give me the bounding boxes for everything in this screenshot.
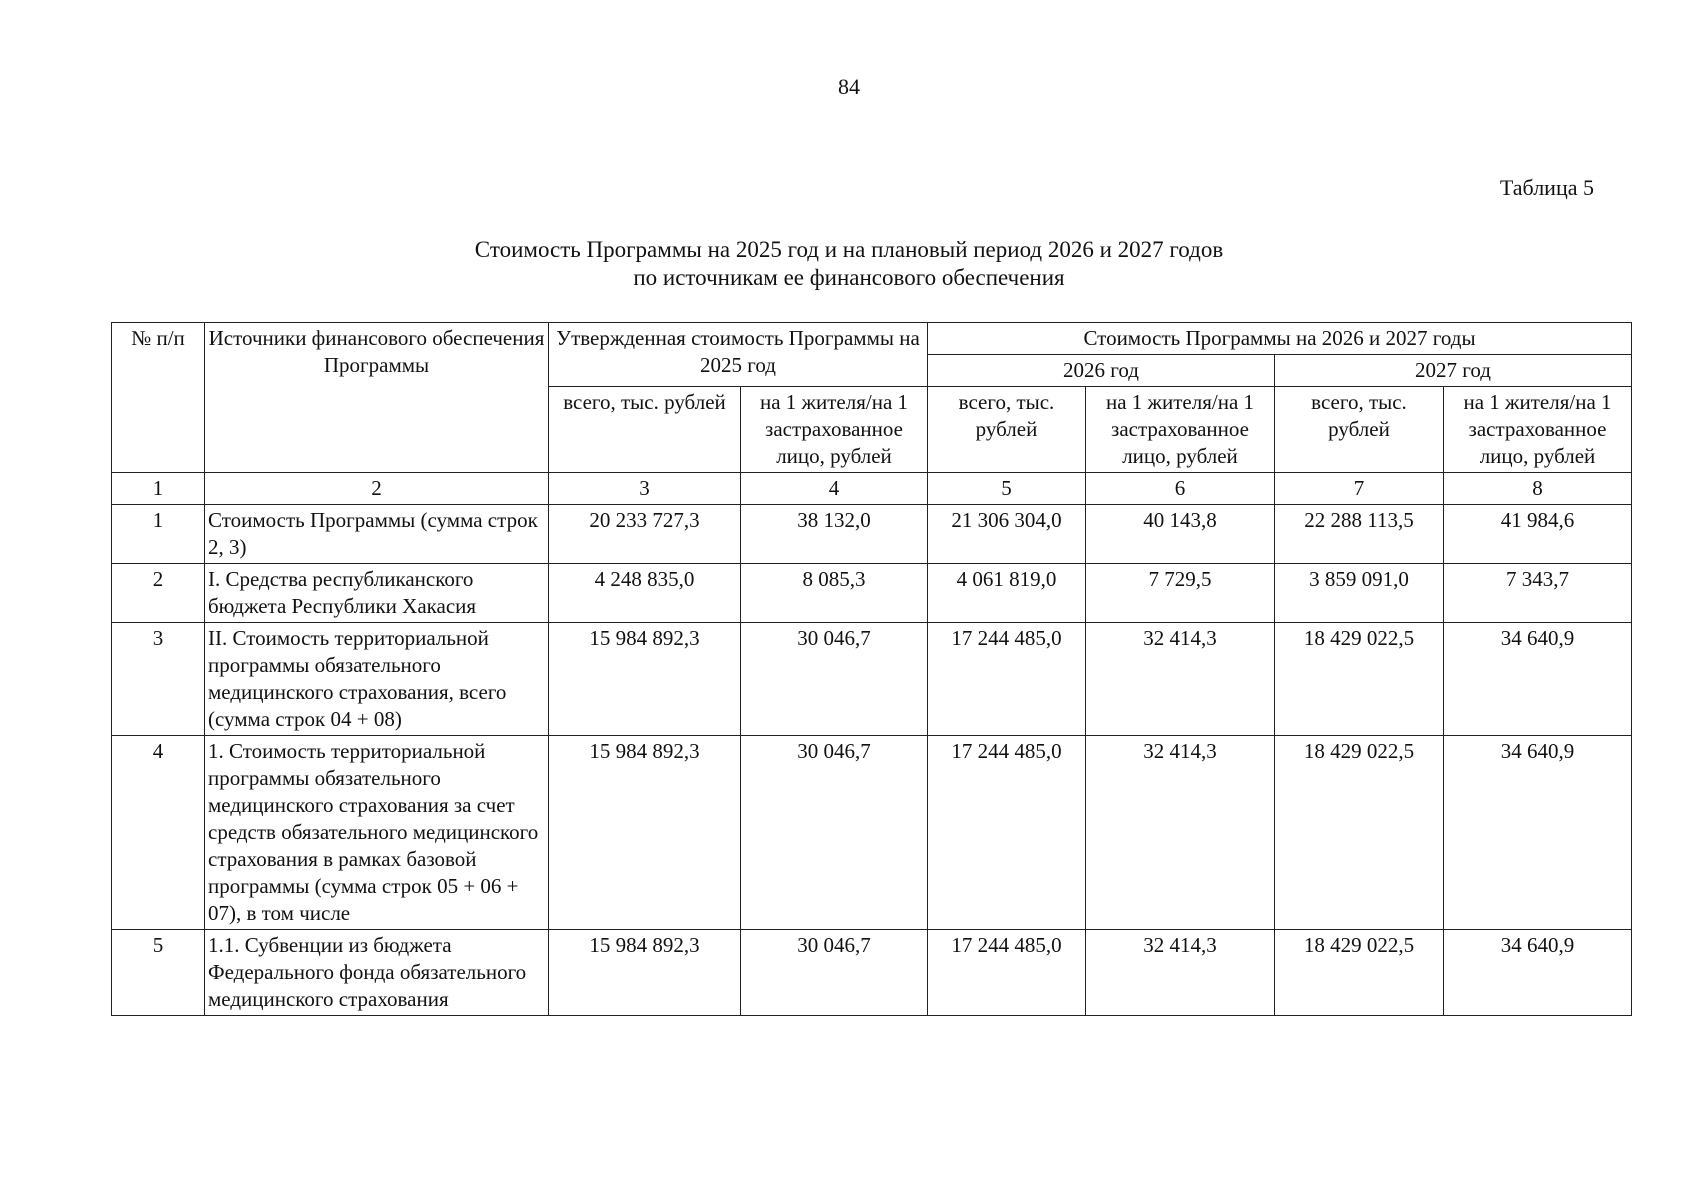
column-number: 2: [205, 473, 549, 505]
header-source: Источники финансового обеспечения Программы: [205, 323, 549, 473]
title-line-2: по источникам ее финансового обеспечения: [633, 265, 1065, 290]
document-title: [0, 236, 1698, 292]
row-source: Стоимость Программы (сумма строк 2, 3): [205, 505, 549, 564]
row-source: 1. Стоимость территориальной программы обязательного медицинского страхования за счет средств обязательного медицинского страхования в рамках базовой программы (сумма строк 05 + 06 + 07), в том числе: [205, 736, 549, 930]
header-year-2026: 2026 год: [928, 355, 1275, 387]
row-per-capita-2026: 32 414,3: [1086, 930, 1275, 1016]
row-total-2025: 15 984 892,3: [549, 623, 741, 736]
row-total-2026: 4 061 819,0: [928, 564, 1086, 623]
row-number: 3: [112, 623, 205, 736]
row-per-capita-2025: 30 046,7: [741, 736, 928, 930]
row-total-2027: 22 288 113,5: [1275, 505, 1444, 564]
header-per-capita-2026: на 1 жителя/на 1 застрахованное лицо, рублей: [1086, 387, 1275, 473]
row-number: 1: [112, 505, 205, 564]
row-per-capita-2025: 30 046,7: [741, 930, 928, 1016]
header-year-2027: 2027 год: [1275, 355, 1632, 387]
column-number: 3: [549, 473, 741, 505]
header-total-2027: всего, тыс. рублей: [1275, 387, 1444, 473]
header-per-capita-2027: на 1 жителя/на 1 застрахованное лицо, рублей: [1444, 387, 1632, 473]
row-per-capita-2027: 34 640,9: [1444, 930, 1632, 1016]
row-per-capita-2025: 8 085,3: [741, 564, 928, 623]
row-total-2025: 20 233 727,3: [549, 505, 741, 564]
row-total-2026: 21 306 304,0: [928, 505, 1086, 564]
title-line-1: Стоимость Программы на 2025 год и на плановый период 2026 и 2027 годов: [474, 237, 1224, 262]
header-num: № п/п: [112, 323, 205, 473]
row-total-2026: 17 244 485,0: [928, 623, 1086, 736]
row-per-capita-2027: 34 640,9: [1444, 736, 1632, 930]
header-row-1: [112, 323, 1632, 355]
row-source: 1.1. Субвенции из бюджета Федерального фонда обязательного медицинского страхования: [205, 930, 549, 1016]
column-number: 4: [741, 473, 928, 505]
row-number: 4: [112, 736, 205, 930]
table-row: [112, 564, 1632, 623]
column-number: 8: [1444, 473, 1632, 505]
row-per-capita-2026: 32 414,3: [1086, 623, 1275, 736]
row-per-capita-2026: 32 414,3: [1086, 736, 1275, 930]
row-source: II. Стоимость территориальной программы обязательного медицинского страхования, всего (сумма строк 04 + 08): [205, 623, 549, 736]
column-number: 5: [928, 473, 1086, 505]
row-total-2027: 18 429 022,5: [1275, 930, 1444, 1016]
row-total-2027: 3 859 091,0: [1275, 564, 1444, 623]
page-number: 84: [838, 74, 860, 99]
header-per-capita-2025: на 1 жителя/на 1 застрахованное лицо, рублей: [741, 387, 928, 473]
row-per-capita-2027: 41 984,6: [1444, 505, 1632, 564]
header-plan-2026-2027: Стоимость Программы на 2026 и 2027 годы: [928, 323, 1632, 355]
column-number: 7: [1275, 473, 1444, 505]
row-per-capita-2026: 40 143,8: [1086, 505, 1275, 564]
row-per-capita-2025: 30 046,7: [741, 623, 928, 736]
table-row: [112, 736, 1632, 930]
header-total-2025: всего, тыс. рублей: [549, 387, 741, 473]
row-total-2026: 17 244 485,0: [928, 736, 1086, 930]
row-per-capita-2026: 7 729,5: [1086, 564, 1275, 623]
header-total-2026: всего, тыс. рублей: [928, 387, 1086, 473]
table-label: Таблица 5: [1499, 175, 1594, 200]
row-number: 2: [112, 564, 205, 623]
financing-table: [111, 322, 1632, 1016]
row-per-capita-2025: 38 132,0: [741, 505, 928, 564]
row-number: 5: [112, 930, 205, 1016]
row-total-2026: 17 244 485,0: [928, 930, 1086, 1016]
column-number-row: [112, 473, 1632, 505]
row-total-2027: 18 429 022,5: [1275, 736, 1444, 930]
row-total-2025: 15 984 892,3: [549, 736, 741, 930]
row-total-2025: 4 248 835,0: [549, 564, 741, 623]
column-number: 1: [112, 473, 205, 505]
row-per-capita-2027: 34 640,9: [1444, 623, 1632, 736]
row-source: I. Средства республиканского бюджета Республики Хакасия: [205, 564, 549, 623]
row-per-capita-2027: 7 343,7: [1444, 564, 1632, 623]
row-total-2027: 18 429 022,5: [1275, 623, 1444, 736]
table-row: [112, 623, 1632, 736]
column-number: 6: [1086, 473, 1275, 505]
table-row: [112, 930, 1632, 1016]
row-total-2025: 15 984 892,3: [549, 930, 741, 1016]
header-approved-2025: Утвержденная стоимость Программы на 2025 год: [549, 323, 928, 387]
table-row: [112, 505, 1632, 564]
